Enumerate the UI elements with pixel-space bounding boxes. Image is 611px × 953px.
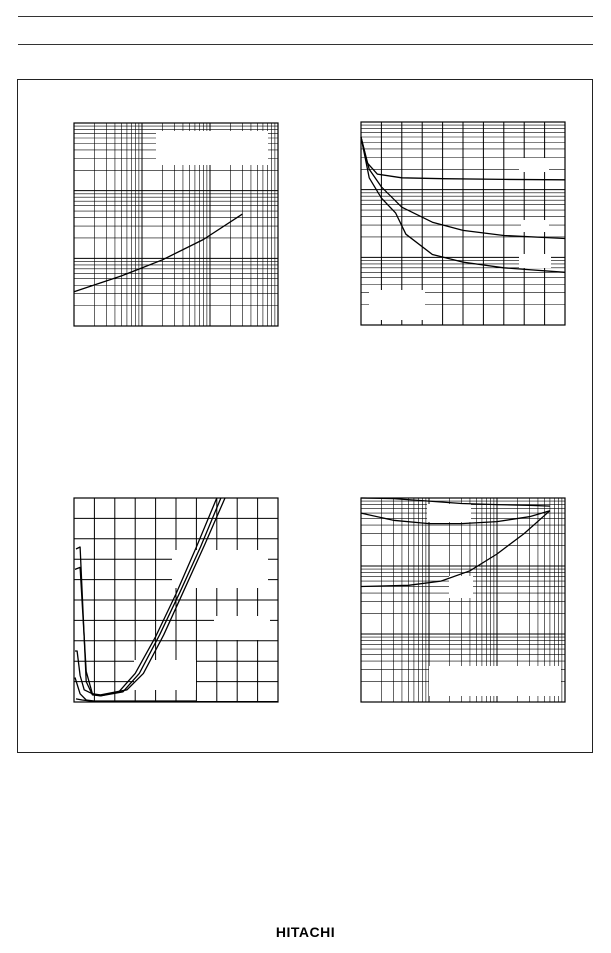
legend-box [369,290,425,320]
legend-box [519,158,549,172]
legend-box [429,666,561,696]
chart-2-decay-curves [361,122,565,325]
chart-4-log-log-three-curves [361,498,565,702]
legend-box [519,254,551,268]
brand-logo: HITACHI [275,924,336,940]
chart-3-linear-curves [74,498,278,702]
series-line-5 [76,699,278,702]
legend-box [214,616,270,640]
chart-1-log-log-single-curve [74,123,278,326]
legend-box [427,504,471,522]
header-rule-bottom [18,44,593,45]
series-line-3 [361,511,550,587]
legend-box [449,576,473,598]
header-rule-top [18,16,593,17]
legend-box [521,220,549,232]
legend-box [156,131,268,165]
